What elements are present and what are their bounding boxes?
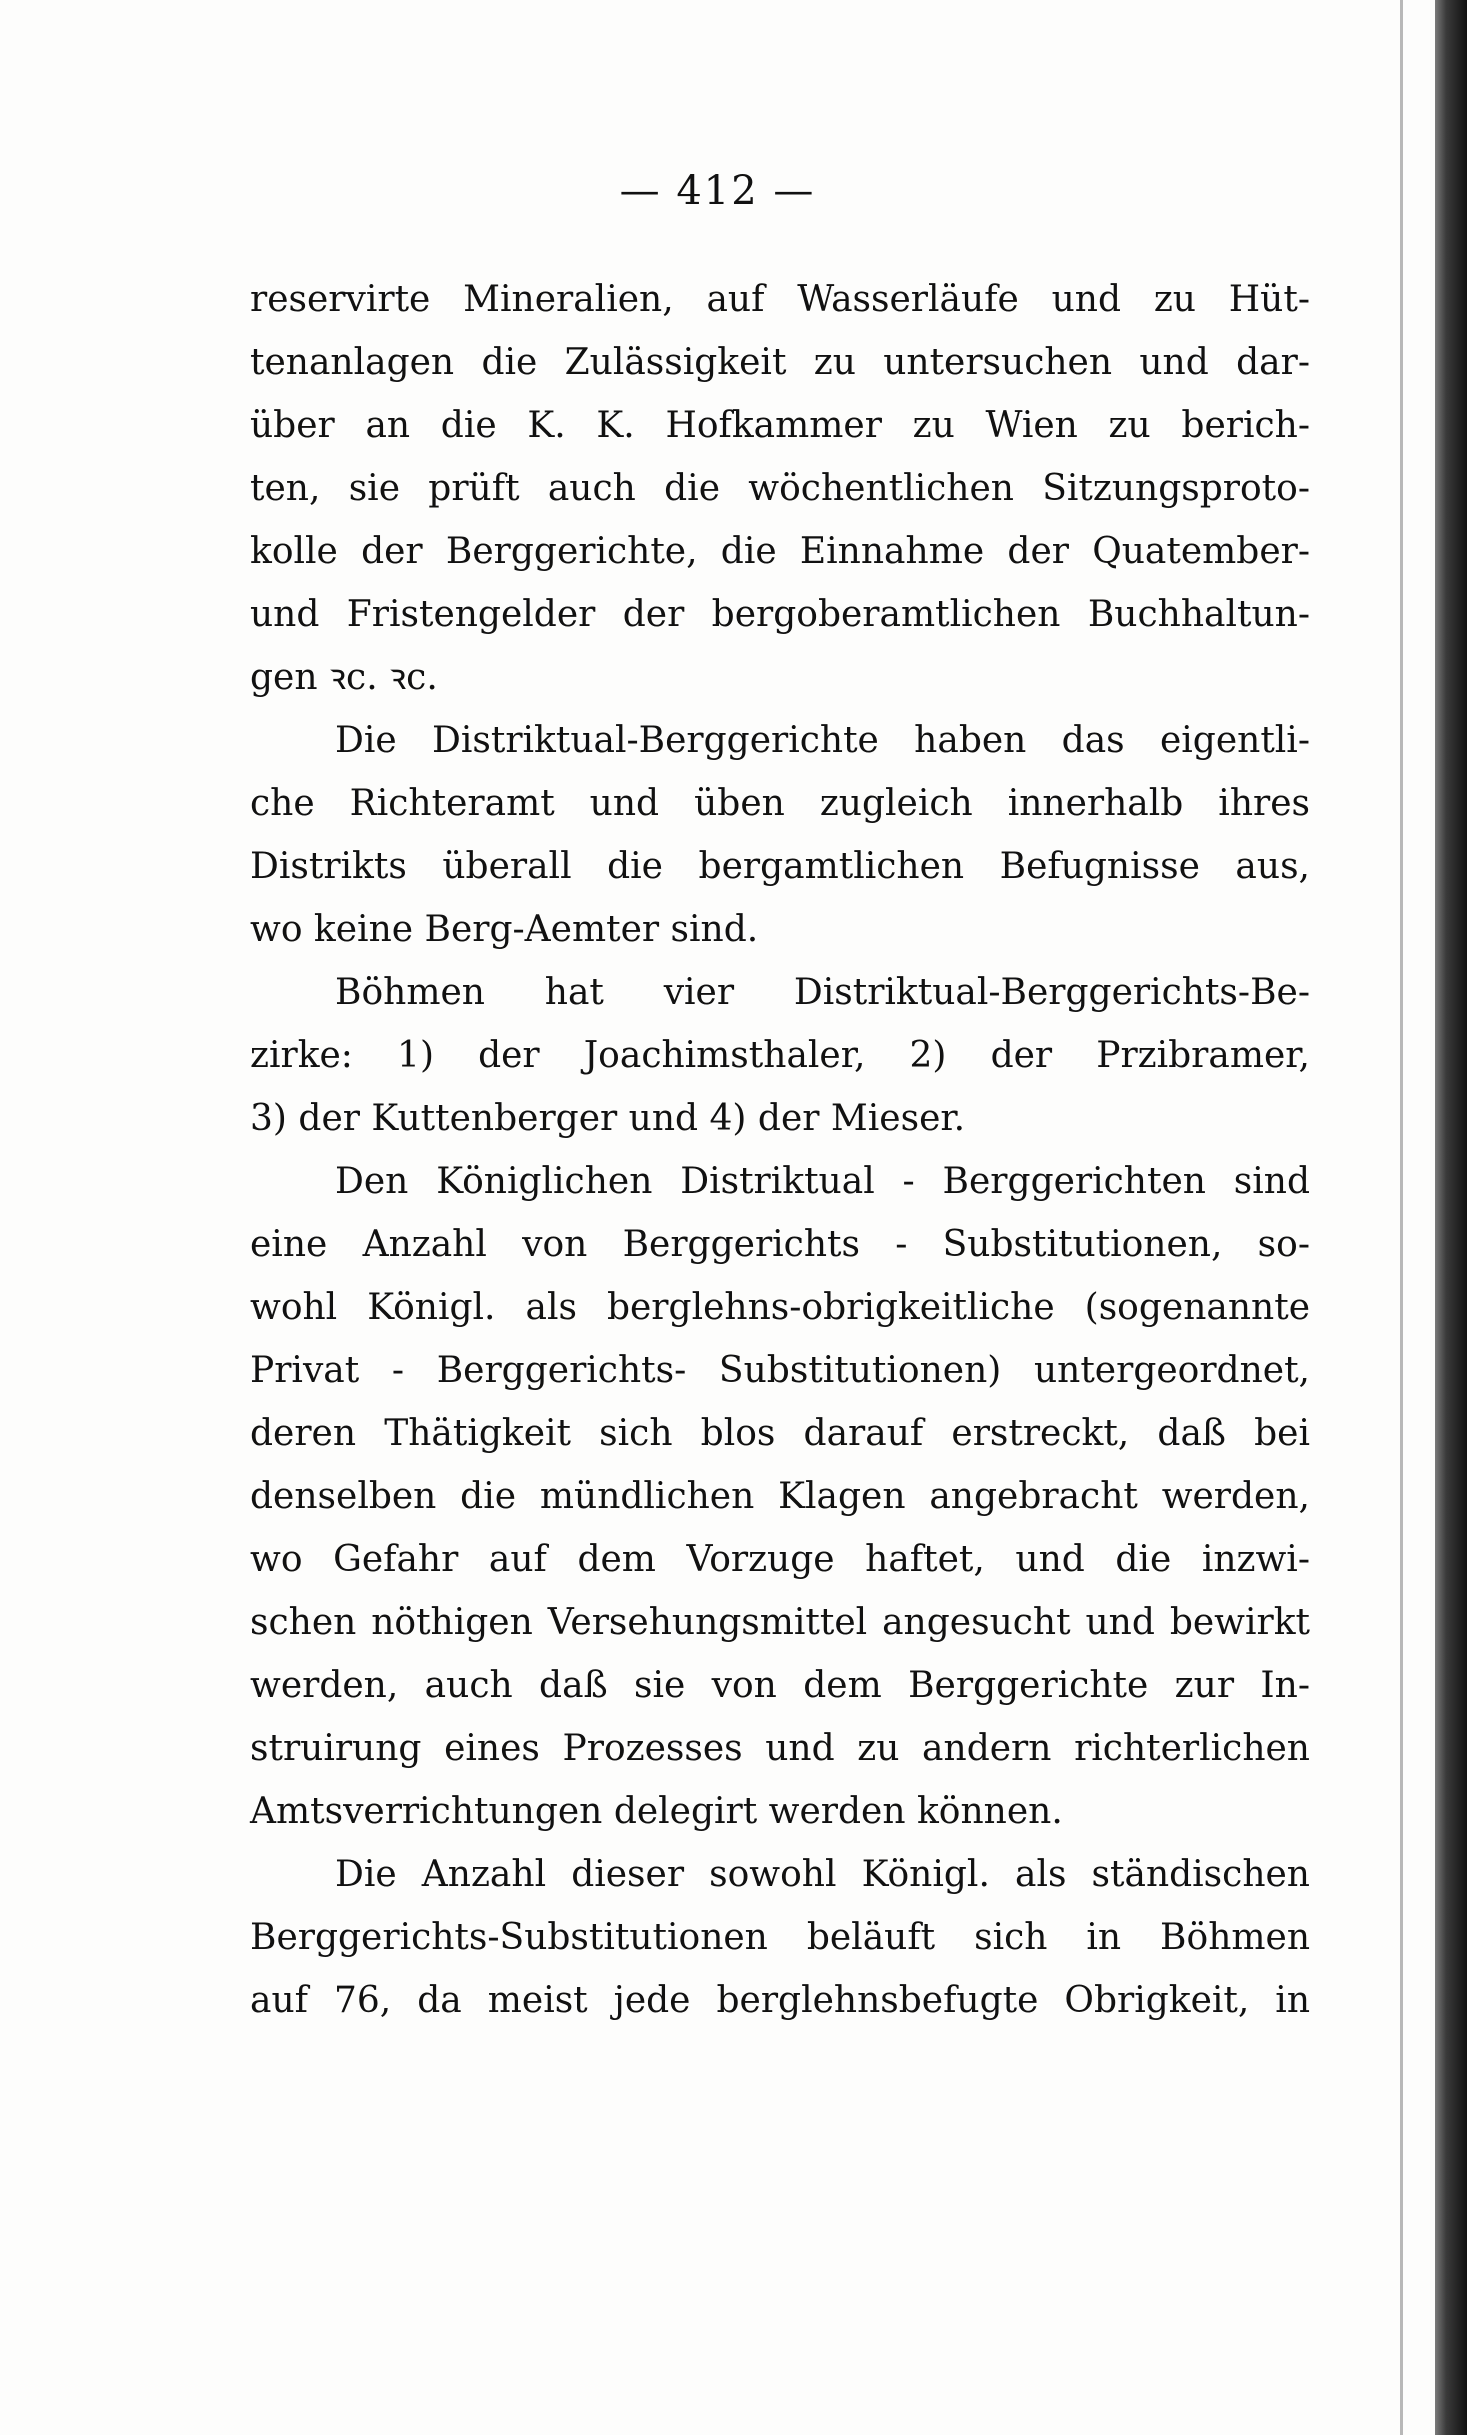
text-line: Distrikts überall die bergamtlichen Befugnisse aus,	[250, 846, 1310, 887]
text-line: 3) der Kuttenberger und 4) der Mieser.	[250, 1098, 966, 1139]
text-line: über an die K. K. Hofkammer zu Wien zu berich-	[250, 405, 1310, 446]
text-line: Amtsverrichtungen delegirt werden können.	[250, 1791, 1063, 1832]
text-line: ten, sie prüft auch die wöchentlichen Sitzungsproto-	[250, 468, 1310, 509]
text-line: Die Distriktual-Berggerichte haben das eigentli-	[335, 720, 1310, 761]
text-line: Berggerichts-Substitutionen beläuft sich in Böhmen	[250, 1917, 1310, 1958]
text-line: reservirte Mineralien, auf Wasserläufe und zu Hüt-	[250, 279, 1310, 320]
text-line: Die Anzahl dieser sowohl Königl. als ständischen	[335, 1854, 1310, 1895]
text-line: zirke: 1) der Joachimsthaler, 2) der Przibramer,	[250, 1035, 1310, 1076]
body-text	[250, 268, 1310, 2032]
text-line: Den Königlichen Distriktual - Berggerichten sind	[335, 1161, 1310, 1202]
text-line: tenanlagen die Zulässigkeit zu untersuchen und dar-	[250, 342, 1310, 383]
text-line: wohl Königl. als berglehns-obrigkeitliche (sogenannte	[250, 1287, 1310, 1328]
text-line: und Fristengelder der bergoberamtlichen Buchhaltun-	[250, 594, 1310, 635]
scan-edge-shadow	[1435, 0, 1467, 2435]
text-line: Böhmen hat vier Distriktual-Berggerichts-Be-	[335, 972, 1310, 1013]
text-line: werden, auch daß sie von dem Berggerichte zur In-	[250, 1665, 1310, 1706]
text-line: auf 76, da meist jede berglehnsbefugte Obrigkeit, in	[250, 1980, 1310, 2021]
text-line: struirung eines Prozesses und zu andern richterlichen	[250, 1728, 1310, 1769]
text-line: denselben die mündlichen Klagen angebracht werden,	[250, 1476, 1310, 1517]
text-line: che Richteramt und üben zugleich innerhalb ihres	[250, 783, 1310, 824]
text-line: Privat - Berggerichts- Substitutionen) untergeordnet,	[250, 1350, 1310, 1391]
text-line: deren Thätigkeit sich blos darauf erstreckt, daß bei	[250, 1413, 1310, 1454]
text-line: kolle der Berggerichte, die Einnahme der Quatember-	[250, 531, 1310, 572]
text-line: eine Anzahl von Berggerichts - Substitutionen, so-	[250, 1224, 1310, 1265]
text-line: wo keine Berg-Aemter sind.	[250, 909, 759, 950]
text-line: wo Gefahr auf dem Vorzuge haftet, und die inzwi-	[250, 1539, 1310, 1580]
page-number: — 412 —	[619, 168, 816, 214]
text-line: gen ꝛc. ꝛc.	[250, 657, 438, 698]
text-line: schen nöthigen Versehungsmittel angesucht und bewirkt	[250, 1602, 1310, 1643]
page-edge-line	[1400, 0, 1403, 2435]
